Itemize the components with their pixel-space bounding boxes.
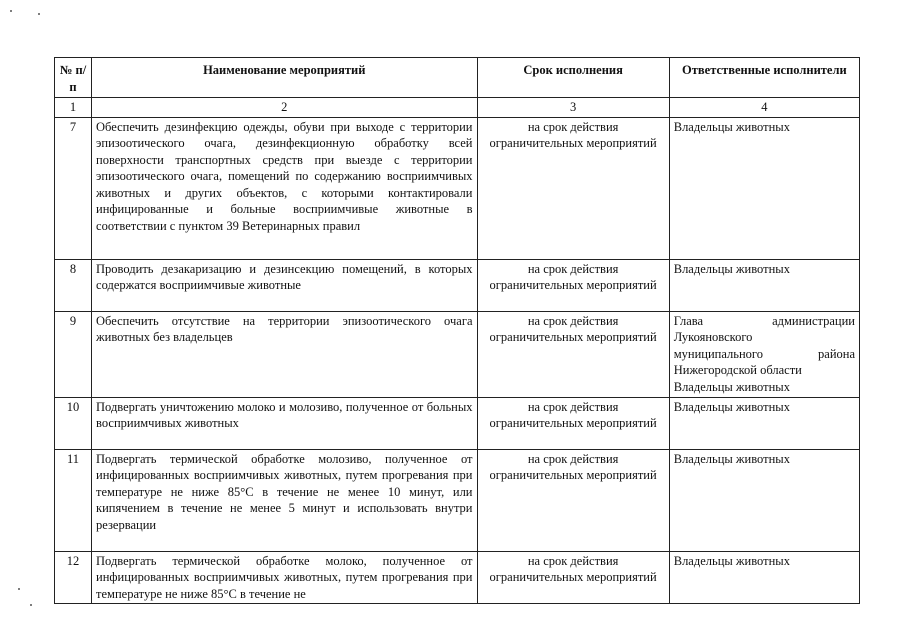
row-name: Обеспечить отсутствие на территории эпизоотического очага животных без владельцев — [92, 311, 477, 397]
row-term: на срок действия ограничительных мероприятий — [477, 259, 669, 311]
row-resp: Владельцы животных — [669, 397, 859, 449]
measures-table — [54, 57, 860, 604]
row-num: 7 — [55, 117, 92, 259]
scan-speck — [18, 588, 20, 590]
row-resp: Владельцы животных — [669, 117, 859, 259]
resp-line: Лукояновского — [673, 330, 753, 344]
row-name: Проводить дезакаризацию и дезинсекцию помещений, в которых содержатся восприимчивые животные — [92, 259, 477, 311]
header-name: Наименование мероприятий — [92, 58, 477, 98]
col-number: 1 — [55, 98, 92, 118]
col-number: 2 — [92, 98, 477, 118]
scan-speck — [38, 13, 40, 15]
row-term: на срок действия ограничительных мероприятий — [477, 397, 669, 449]
resp-line: Нижегородской области — [673, 363, 802, 377]
row-num: 10 — [55, 397, 92, 449]
header-resp: Ответственные исполнители — [669, 58, 859, 98]
row-num: 11 — [55, 449, 92, 551]
row-num: 8 — [55, 259, 92, 311]
row-resp: Владельцы животных — [669, 259, 859, 311]
table-row — [55, 551, 860, 604]
column-numbers-row — [55, 98, 860, 118]
scan-speck — [10, 10, 12, 12]
row-num: 9 — [55, 311, 92, 397]
table-row — [55, 311, 860, 397]
row-name: Подвергать термической обработке молозиво, полученное от инфицированных восприимчивых животных, путем прогревания при температуре не ниже 85°С в течение не менее 10 минут, или кипячением в течение не менее 5 минут и использовать внутри резервации — [92, 449, 477, 551]
header-term: Срок исполнения — [477, 58, 669, 98]
header-num: № п/п — [55, 58, 92, 98]
row-term: на срок действия ограничительных мероприятий — [477, 449, 669, 551]
row-resp: Владельцы животных — [669, 551, 859, 604]
row-num: 12 — [55, 551, 92, 604]
row-term: на срок действия ограничительных мероприятий — [477, 117, 669, 259]
table-header-row — [55, 58, 860, 98]
table-row — [55, 397, 860, 449]
scan-speck — [30, 604, 32, 606]
table-row — [55, 259, 860, 311]
col-number: 4 — [669, 98, 859, 118]
table-row — [55, 117, 860, 259]
resp-line: Владельцы животных — [673, 379, 790, 394]
resp-line: Глава администрации — [673, 313, 855, 328]
table-row — [55, 449, 860, 551]
row-resp-multiline — [669, 311, 859, 397]
row-name: Подвергать термической обработке молоко, полученное от инфицированных восприимчивых животных, путем прогревания при температуре не ниже 85°С в течение не — [92, 551, 477, 604]
row-term: на срок действия ограничительных мероприятий — [477, 551, 669, 604]
row-resp: Владельцы животных — [669, 449, 859, 551]
col-number: 3 — [477, 98, 669, 118]
row-term: на срок действия ограничительных мероприятий — [477, 311, 669, 397]
resp-line: муниципального района — [673, 346, 855, 361]
row-name: Подвергать уничтожению молоко и молозиво, полученное от больных восприимчивых животных — [92, 397, 477, 449]
row-name: Обеспечить дезинфекцию одежды, обуви при выходе с территории эпизоотического очага, дезинфекционную обработку всей поверхности транспортных средств при выезде с территории эпизоотического очага, помещений по содержанию восприимчивых животных и других объектов, с которыми контактировали инфицированные и больные восприимчивые животные в соответствии с пунктом 39 Ветеринарных правил — [92, 117, 477, 259]
